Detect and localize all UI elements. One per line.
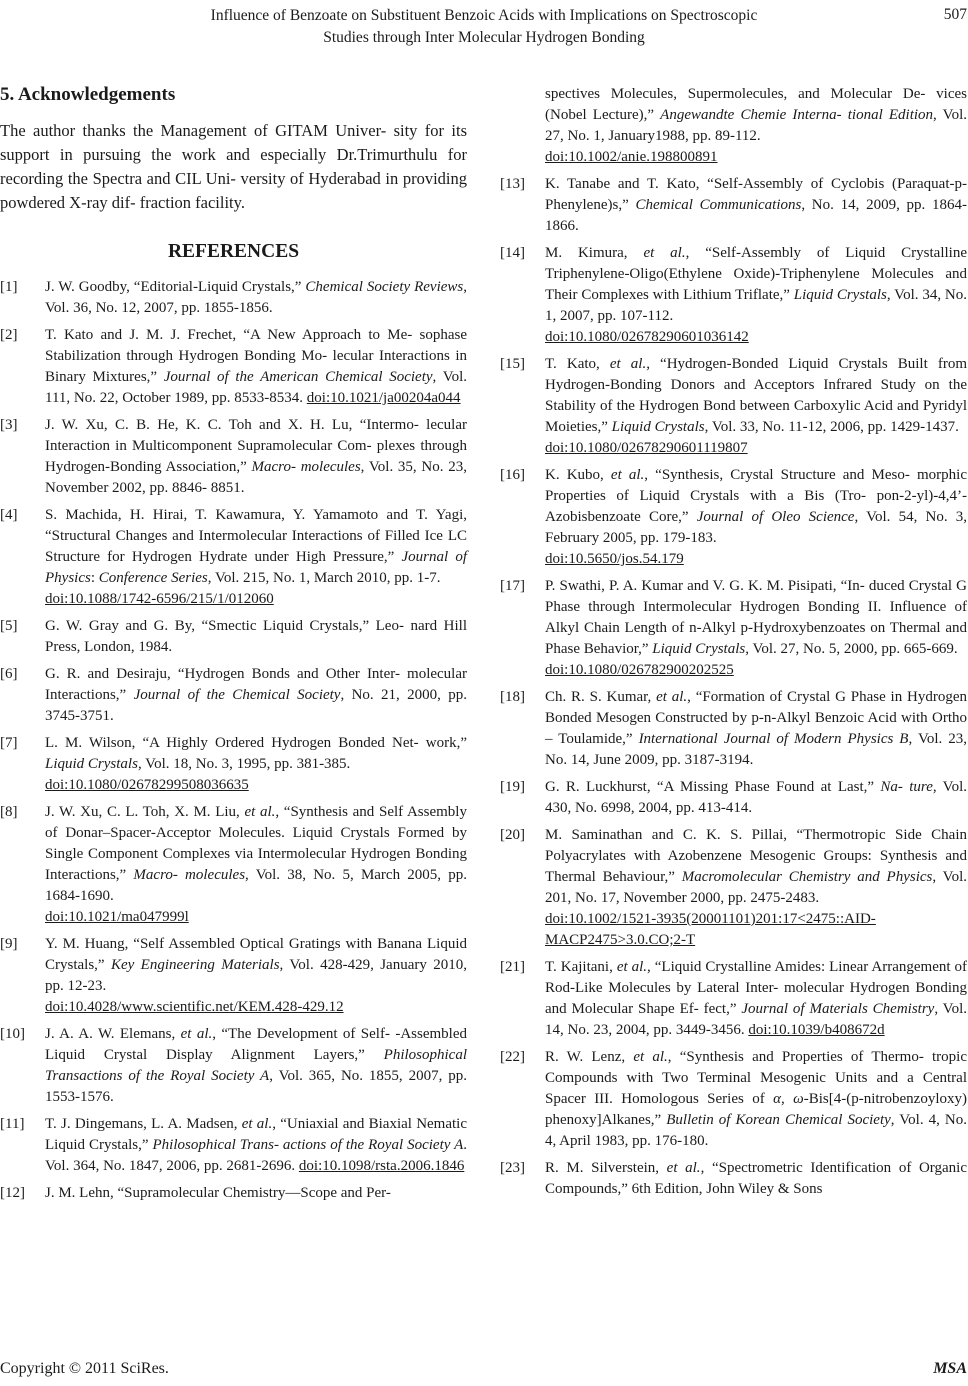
journal-title: Liquid Crystals	[45, 756, 138, 772]
reference-number: [19]	[500, 779, 525, 795]
doi-link[interactable]: doi:10.1080/02678299508036635	[45, 777, 249, 793]
reference-text-segment: , Vol. 430, No. 6998, 2004, pp. 413-414.	[545, 779, 967, 816]
reference-text-segment: S. Machida, H. Hirai, T. Kawamura, Y. Yamamoto and T. Yagi, “Structural Changes and Intermolecular Interactions of Filled Ice LC Structure for Hydrogen Hydrate under High Pressure,”	[45, 507, 467, 565]
journal-title: Macro- molecules	[251, 459, 361, 475]
journal-title: Bulletin of Korean Chemical Society	[666, 1112, 891, 1128]
reference-text	[545, 356, 967, 456]
reference-text	[45, 618, 467, 655]
journal-abbreviation: MSA	[933, 1360, 967, 1377]
journal-title: Macro- molecules	[133, 867, 246, 883]
reference-text-segment: , Vol. 23, No. 14, June 2009, pp. 3187-3194.	[545, 731, 968, 768]
reference-item	[500, 354, 967, 459]
reference-text-segment: , “Uniaxial and Biaxial Nematic Liquid Crystals,”	[45, 1116, 467, 1153]
reference-number: [20]	[500, 827, 525, 843]
reference-text-segment: Ch. R. S. Kumar,	[545, 689, 657, 705]
reference-text	[45, 1026, 467, 1105]
reference-number: [10]	[0, 1026, 25, 1042]
reference-text-segment: , No. 21, 2000, pp. 3745-3751.	[45, 687, 467, 724]
reference-text-segment: . Vol. 364, No. 1847, 2006, pp. 2681-2696.	[45, 1137, 467, 1174]
reference-text	[45, 1116, 467, 1174]
reference-number: [7]	[0, 735, 18, 751]
acknowledgements-paragraph: The author thanks the Management of GITAM Univer- sity for its support in pursuing the work and especially Dr.Trimurthulu for recording the Spectra and CIL Uni- versity of Hyderabad in providing powdered X-ray dif- fraction facility.	[0, 121, 467, 212]
reference-number: [12]	[0, 1185, 25, 1201]
reference-number: [13]	[500, 176, 525, 192]
reference-text-segment: L. M. Wilson, “A Highly Ordered Hydrogen Bonded Net- work,”	[45, 735, 467, 751]
reference-text	[545, 578, 967, 678]
acknowledgements-heading: 5. Acknowledgements	[0, 84, 176, 105]
journal-title: et al.	[633, 1049, 668, 1065]
journal-title: Conference Series	[98, 570, 208, 586]
reference-text	[545, 176, 967, 234]
reference-text	[545, 827, 967, 948]
two-column-body	[0, 84, 968, 1210]
doi-link[interactable]: doi:10.1002/1521-3935(20001101)201:17<2475::AID-MACP2475>3.0.CO;2-T	[545, 911, 876, 948]
reference-text-segment: G. W. Gray and G. By, “Smectic Liquid Crystals,” Leo- nard Hill Press, London, 1984.	[45, 618, 467, 655]
journal-title: Key Engineering Materials	[110, 957, 280, 973]
reference-text-segment: , Vol. 201, No. 17, November 2000, pp. 2475-2483.	[545, 869, 967, 906]
journal-title: et al.	[609, 356, 647, 372]
reference-text-segment: :	[90, 570, 99, 586]
reference-number: [15]	[500, 356, 525, 372]
journal-title: Angewandte Chemie Interna- tional Edition	[660, 107, 934, 123]
reference-text	[45, 279, 467, 316]
journal-title: Journal of the Chemical Society	[133, 687, 341, 703]
reference-text-segment: , Vol. 428-429, January 2010, pp. 12-23.	[45, 957, 467, 994]
reference-text-segment: T. Kajitani,	[545, 959, 617, 975]
journal-title: ω	[793, 1091, 804, 1107]
reference-text-segment: J. W. Xu, C. L. Toh, X. M. Liu,	[45, 804, 245, 820]
reference-text-segment: , “Synthesis and Self Assembly of Donar–Spacer-Acceptor Molecules. Liquid Crystals Formed by Single Component Complexes via Intermolecular Hydrogen Bonding Interactions,”	[45, 804, 467, 883]
reference-text	[545, 86, 967, 165]
reference-item	[500, 174, 967, 237]
reference-item	[0, 505, 467, 610]
reference-text	[45, 735, 467, 793]
left-column	[0, 84, 467, 1210]
journal-title: et al.	[656, 689, 688, 705]
reference-text-segment: G. R. Luckhurst, “A Missing Phase Found at Last,”	[545, 779, 881, 795]
reference-text-segment: J. W. Xu, C. B. He, K. C. Toh and X. H. Lu, “Intermo- lecular Interaction in Multicomponent Supramolecular Com- plexes through Hydrogen-Bonding Association,”	[45, 417, 467, 475]
reference-number: [18]	[500, 689, 525, 705]
reference-number: [17]	[500, 578, 525, 594]
reference-text-segment: , Vol. 111, No. 22, October 1989, pp. 8533-8534.	[45, 369, 468, 406]
reference-text-segment: M. Saminathan and C. K. S. Pillai, “Thermotropic Side Chain Polyacrylates with Azobenzene Mesogenic Groups: Synthesis and Thermal Behaviour,”	[545, 827, 967, 885]
reference-text	[45, 417, 467, 496]
reference-text-segment: T. Kato and J. M. J. Frechet, “A New Approach to Me- sophase Stabilization through Hydrogen Bonding Mo- lecular Interactions in Binary Mixtures,”	[45, 327, 467, 385]
reference-text-segment: T. Kato,	[545, 356, 610, 372]
journal-title: Na- ture	[880, 779, 933, 795]
reference-text	[545, 245, 967, 345]
reference-item	[0, 616, 467, 658]
doi-link[interactable]: doi:10.1021/ma047999l	[45, 909, 189, 925]
reference-number: [11]	[0, 1116, 25, 1132]
journal-title: Journal of Physics	[45, 549, 467, 586]
reference-item	[500, 1047, 967, 1152]
journal-title: et al.	[241, 1116, 273, 1132]
reference-item	[500, 687, 967, 771]
journal-title: Journal of Materials Chemistry	[741, 1001, 935, 1017]
reference-text-segment: , “Formation of Crystal G Phase in Hydrogen Bonded Mesogen Constructed by p-n-Alkyl Benzoic Acid with Ortho – Toulamide,”	[545, 689, 967, 747]
doi-link[interactable]: doi:10.1080/02678290601119807	[545, 440, 748, 456]
doi-link[interactable]: doi:10.5650/jos.54.179	[545, 551, 684, 567]
reference-number: [3]	[0, 417, 18, 433]
reference-text-segment: , Vol. 4, No. 4, April 1983, pp. 176-180.	[545, 1112, 967, 1149]
journal-title: et al.	[643, 245, 686, 261]
reference-text-segment: -Bis[4-(p-nitrobenzoyloxy) phenoxy]Alkanes,”	[545, 1091, 967, 1128]
reference-text	[545, 779, 967, 816]
reference-text	[45, 327, 467, 406]
reference-text-segment: ,	[780, 1091, 794, 1107]
reference-number: [1]	[0, 279, 18, 295]
reference-number: [22]	[500, 1049, 525, 1065]
reference-text-segment: T. J. Dingemans, L. A. Madsen,	[45, 1116, 242, 1132]
doi-link[interactable]: doi:10.1080/026782900202525	[545, 662, 734, 678]
reference-item	[500, 84, 967, 168]
reference-text	[545, 1049, 967, 1149]
reference-text	[45, 1185, 391, 1201]
reference-text-segment: , Vol. 36, No. 12, 2007, pp. 1855-1856.	[45, 279, 467, 316]
reference-number: [5]	[0, 618, 18, 634]
reference-number: [16]	[500, 467, 525, 483]
running-head-title	[0, 5, 968, 49]
journal-title: Liquid Crystals	[793, 287, 887, 303]
reference-text	[545, 1160, 967, 1197]
reference-text-segment: , “Liquid Crystalline Amides: Linear Arrangement of Rod-Like Molecules by Lateral Inter- molecular Hydrogen Bonding and Molecular Shape Ef- fect,”	[545, 959, 968, 1017]
journal-title: Chemical Communications	[635, 197, 802, 213]
journal-title: Philosophical Trans- actions of the Royal Society A	[152, 1137, 464, 1153]
journal-title: Liquid Crystals	[611, 419, 705, 435]
reference-text-segment: R. W. Lenz,	[545, 1049, 634, 1065]
reference-text-segment: G. R. and Desiraju, “Hydrogen Bonds and Other Inter- molecular Interactions,”	[45, 666, 467, 703]
doi-link[interactable]: doi:10.1088/1742-6596/215/1/012060	[45, 591, 274, 607]
reference-text-segment: R. M. Silverstein,	[545, 1160, 667, 1176]
reference-item	[500, 465, 967, 570]
journal-title: Liquid Crystals	[652, 641, 746, 657]
reference-item	[0, 1114, 467, 1177]
journal-title: α	[773, 1091, 781, 1107]
reference-number: [8]	[0, 804, 18, 820]
reference-item	[0, 325, 467, 409]
doi-link[interactable]: doi:10.1039/b408672d	[748, 1022, 885, 1038]
reference-number: [9]	[0, 936, 18, 952]
journal-title: Journal of the American Chemical Society	[163, 369, 433, 385]
doi-link[interactable]: doi:10.4028/www.scientific.net/KEM.428-429.12	[45, 999, 344, 1015]
reference-text-segment: , Vol. 14, No. 23, 2004, pp. 3449-3456.	[545, 1001, 967, 1038]
journal-title: Chemical Society Reviews	[305, 279, 464, 295]
doi-link[interactable]: doi:10.1002/anie.198800891	[545, 149, 718, 165]
reference-text-segment: , “Synthesis and Properties of Thermo- tropic Compounds with Two Terminal Mesogenic Units and a Central Spacer III. Homologous Series of	[545, 1049, 967, 1107]
reference-text	[45, 936, 467, 1015]
reference-text-segment: J. M. Lehn, “Supramolecular Chemistry—Scope and Per-	[45, 1185, 391, 1201]
reference-text	[545, 959, 967, 1038]
references-heading: REFERENCES	[167, 241, 300, 262]
doi-link[interactable]: doi:10.1080/02678290601036142	[545, 329, 749, 345]
reference-number: [14]	[500, 245, 525, 261]
references-list-right	[500, 84, 967, 1200]
running-head-title-line1: Influence of Benzoate on Substituent Benzoic Acids with Implications on Spectroscopic	[210, 7, 758, 24]
reference-text	[45, 804, 467, 925]
reference-item	[0, 1183, 467, 1204]
journal-title: Macromolecular Chemistry and Physics	[681, 869, 933, 885]
reference-item	[500, 825, 967, 951]
reference-text-segment: K. Kubo,	[545, 467, 611, 483]
journal-title: International Journal of Modern Physics B	[638, 731, 909, 747]
reference-item	[500, 1158, 967, 1200]
reference-item	[0, 415, 467, 499]
reference-item	[0, 802, 467, 928]
reference-item	[500, 576, 967, 681]
reference-text-segment: , Vol. 365, No. 1855, 2007, pp. 1553-1576.	[45, 1068, 467, 1105]
reference-text-segment: , Vol. 27, No. 1, January1988, pp. 89-112.	[545, 107, 967, 144]
reference-text	[545, 689, 967, 768]
reference-item	[500, 777, 967, 819]
reference-item	[0, 934, 467, 1018]
reference-item	[0, 733, 467, 796]
page-number: 507	[943, 6, 967, 23]
reference-number: [2]	[0, 327, 18, 343]
reference-text-segment: , “Spectrometric Identification of Organic Compounds,” 6th Edition, John Wiley & Sons	[545, 1160, 967, 1197]
reference-text-segment: , “Synthesis, Crystal Structure and Meso- morphic Properties of Liquid Crystals with a Bis (Tro- pon-2-yl)-4,4’-Azobisbenzoate Core,”	[545, 467, 967, 525]
reference-number: [6]	[0, 666, 18, 682]
reference-text-segment: Y. M. Huang, “Self Assembled Optical Gratings with Banana Liquid Crystals,”	[45, 936, 467, 973]
reference-item	[500, 243, 967, 348]
running-head	[0, 5, 968, 49]
doi-link[interactable]: doi:10.1021/ja00204a044	[306, 390, 461, 406]
journal-title: et al.	[610, 467, 645, 483]
reference-item	[0, 664, 467, 727]
reference-text-segment: spectives Molecules, Supermolecules, and Molecular De- vices (Nobel Lecture),”	[545, 86, 967, 123]
running-head-title-line2: Studies through Inter Molecular Hydrogen Bonding	[323, 29, 645, 46]
reference-text-segment: , Vol. 27, No. 5, 2000, pp. 665-669.	[745, 641, 958, 657]
reference-text-segment: , “Hydrogen-Bonded Liquid Crystals Built from Hydrogen-Bonding Donors and Acceptors Infrared Study on the Stability of the Hydrogen Bond between Carboxylic Acid and Pyridyl Moieties,”	[545, 356, 967, 435]
reference-number: [23]	[500, 1160, 525, 1176]
reference-text-segment: P. Swathi, P. A. Kumar and V. G. K. M. Pisipati, “In- duced Crystal G Phase through Intermolecular Hydrogen Bonding II. Influence of Alkyl Chain Length of n-Alkyl p-Hydroxybenzoates on Thermal and Phase Behavior,”	[545, 578, 967, 657]
reference-text-segment: , Vol. 33, No. 11-12, 2006, pp. 1429-1437.	[704, 419, 959, 435]
reference-text-segment: , Vol. 35, No. 23, November 2002, pp. 8846- 8851.	[45, 459, 467, 496]
right-column	[500, 84, 967, 1210]
journal-title: Journal of Oleo Science	[696, 509, 855, 525]
reference-text-segment: , “Self-Assembly of Liquid Crystalline Triphenylene-Oligo(Ethylene Oxide)-Triphenylene Molecules and Their Complexes with Lithium Triflate,”	[545, 245, 967, 303]
copyright-notice: Copyright © 2011 SciRes.	[0, 1360, 169, 1377]
reference-text-segment: K. Tanabe and T. Kato, “Self-Assembly of Cyclobis (Paraquat-p-Phenylene)s,”	[545, 176, 967, 213]
journal-title: et al.	[666, 1160, 701, 1176]
reference-number: [21]	[500, 959, 525, 975]
references-list-left	[0, 277, 467, 1204]
reference-text-segment: , Vol. 18, No. 3, 1995, pp. 381-385.	[137, 756, 351, 772]
reference-text	[45, 666, 467, 724]
journal-title: et al.	[616, 959, 648, 975]
reference-text-segment: , Vol. 215, No. 1, March 2010, pp. 1-7.	[207, 570, 441, 586]
journal-title: et al.	[180, 1026, 213, 1042]
journal-title: et al.	[244, 804, 276, 820]
reference-text-segment: , Vol. 34, No. 1, 2007, pp. 107-112.	[545, 287, 968, 324]
reference-item	[0, 277, 467, 319]
journal-title: Philosophical Transactions of the Royal Society A	[45, 1047, 467, 1084]
reference-text-segment: J. W. Goodby, “Editorial-Liquid Crystals,”	[45, 279, 306, 295]
reference-number: [4]	[0, 507, 18, 523]
reference-text-segment: , “The Development of Self- -Assembled Liquid Crystal Display Alignment Layers,”	[45, 1026, 467, 1063]
reference-text-segment: , Vol. 54, No. 3, February 2005, pp. 179-183.	[545, 509, 967, 546]
reference-text-segment: , No. 14, 2009, pp. 1864-1866.	[545, 197, 967, 234]
reference-item	[500, 957, 967, 1041]
reference-item	[0, 1024, 467, 1108]
reference-text-segment: J. A. A. W. Elemans,	[45, 1026, 181, 1042]
reference-text-segment: , Vol. 38, No. 5, March 2005, pp. 1684-1690.	[45, 867, 467, 904]
reference-text-segment: M. Kimura,	[545, 245, 644, 261]
doi-link[interactable]: doi:10.1098/rsta.2006.1846	[298, 1158, 465, 1174]
reference-text	[545, 467, 967, 567]
reference-text	[45, 507, 467, 607]
